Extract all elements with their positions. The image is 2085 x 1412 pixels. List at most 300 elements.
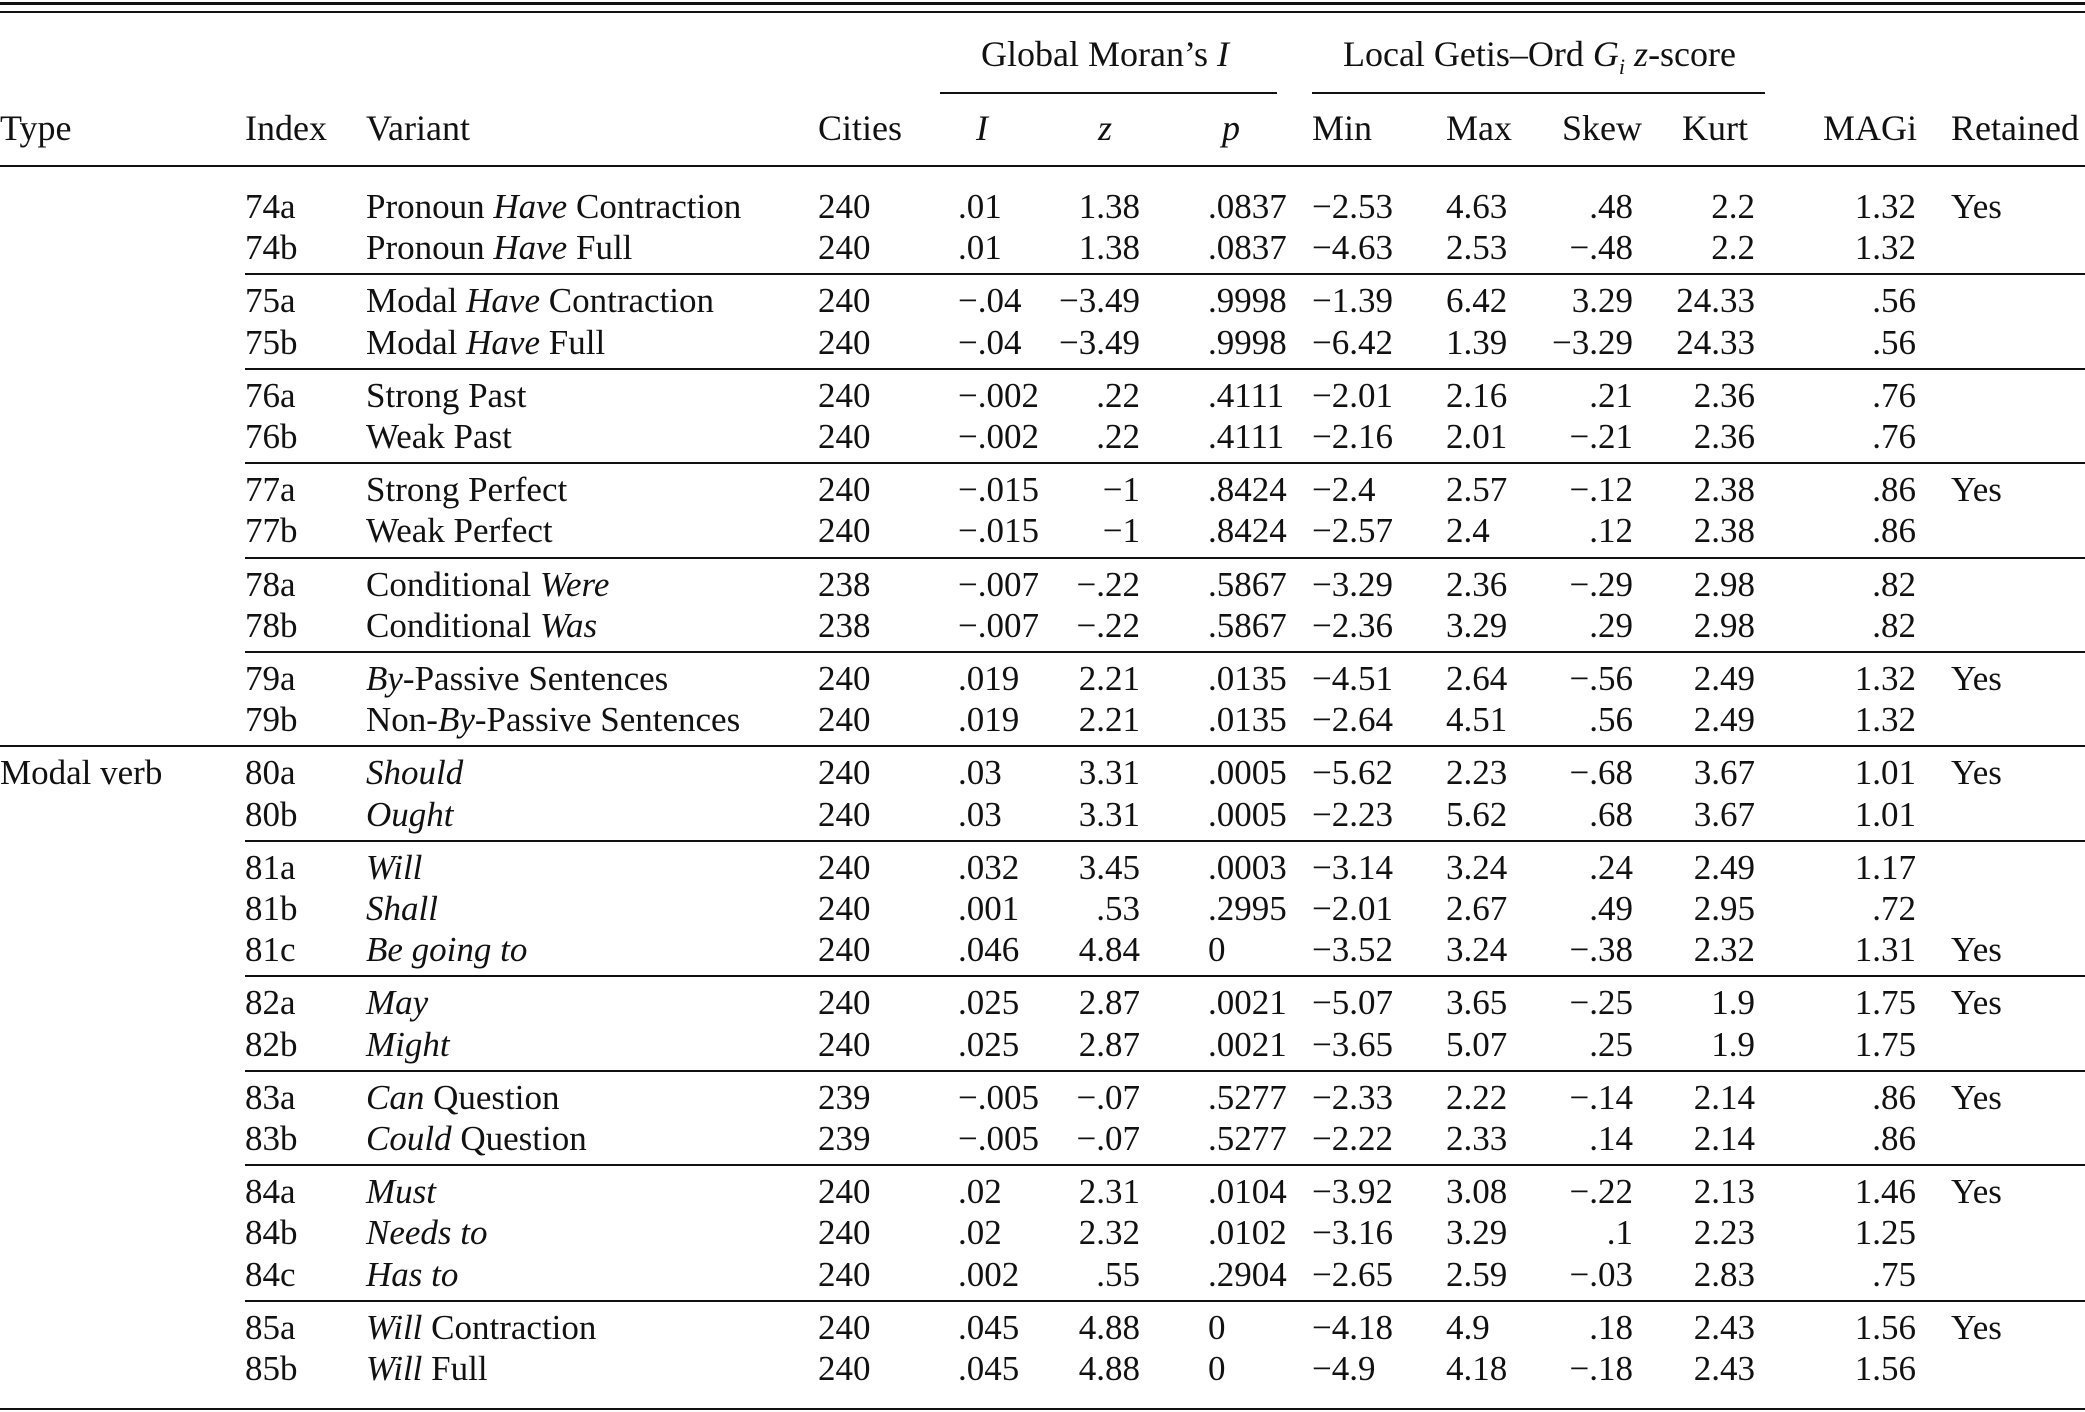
cell-skew: −.12	[1569, 470, 1633, 509]
group-separator-rule	[245, 557, 2085, 559]
cell-cities: 240	[818, 700, 871, 739]
cell-i: .02	[958, 1172, 1002, 1211]
column-header-skew: Skew	[1562, 108, 1642, 148]
cell-max: 1.39	[1446, 323, 1508, 362]
cell-min: −4.9	[1312, 1349, 1376, 1388]
cell-index: 74a	[245, 187, 296, 226]
group-separator-rule	[0, 745, 2085, 747]
cell-z: 2.32	[1078, 1213, 1140, 1252]
variant-segment: Weak Perfect	[366, 511, 553, 550]
cell-cities: 240	[818, 323, 871, 362]
cell-magi: .72	[1872, 889, 1916, 928]
cell-kurt: 2.36	[1693, 376, 1755, 415]
cell-variant	[366, 983, 806, 1023]
cell-magi: .56	[1872, 323, 1916, 362]
cell-p: .0837	[1208, 187, 1287, 226]
group-header-moran: Global Moran’s I	[981, 34, 1229, 74]
cell-type	[0, 511, 230, 551]
cell-skew: −.03	[1569, 1255, 1633, 1294]
cell-retained: Yes	[1951, 753, 2002, 792]
variant-segment: -Passive Sentences	[402, 659, 669, 698]
cell-z: −.07	[1076, 1078, 1140, 1117]
cell-kurt: 3.67	[1693, 753, 1755, 792]
cell-retained	[1951, 281, 2081, 321]
cell-retained	[1951, 323, 2081, 363]
cell-i: .03	[958, 753, 1002, 792]
variant-segment: Will	[366, 848, 423, 887]
cell-p: .0005	[1208, 795, 1287, 834]
cell-skew: −.21	[1569, 417, 1633, 456]
cell-kurt: 2.95	[1693, 889, 1755, 928]
cell-p: 0	[1208, 930, 1226, 969]
group-separator-rule	[245, 1070, 2085, 1072]
cell-skew: −3.29	[1552, 323, 1633, 362]
cell-retained	[1951, 848, 2081, 888]
group-rule-getis	[1312, 92, 1765, 94]
cell-cities: 240	[818, 228, 871, 267]
cell-i: .046	[958, 930, 1020, 969]
variant-segment: Will	[366, 1349, 423, 1388]
cell-max: 2.4	[1446, 511, 1490, 550]
cell-min: −3.29	[1312, 565, 1393, 604]
cell-variant	[366, 323, 806, 363]
cell-magi: .75	[1872, 1255, 1916, 1294]
cell-type	[0, 795, 230, 835]
cell-retained: Yes	[1951, 1078, 2002, 1117]
cell-kurt: 2.2	[1711, 187, 1755, 226]
cell-variant	[366, 417, 806, 457]
group-separator-rule	[245, 368, 2085, 370]
cell-max: 3.65	[1446, 983, 1508, 1022]
cell-cities: 240	[818, 930, 871, 969]
cell-min: −2.01	[1312, 889, 1393, 928]
cell-index: 83a	[245, 1078, 296, 1117]
cell-i: .01	[958, 187, 1002, 226]
cell-p: .5277	[1208, 1119, 1287, 1158]
cell-skew: .68	[1589, 795, 1633, 834]
cell-min: −4.18	[1312, 1308, 1393, 1347]
cell-min: −4.63	[1312, 228, 1393, 267]
cell-p: 0	[1208, 1349, 1226, 1388]
cell-max: 2.53	[1446, 228, 1508, 267]
cell-p: .2904	[1208, 1255, 1287, 1294]
cell-retained: Yes	[1951, 1172, 2002, 1211]
cell-magi: 1.56	[1854, 1349, 1916, 1388]
cell-magi: 1.32	[1854, 700, 1916, 739]
cell-variant	[366, 1078, 806, 1118]
cell-i: −.007	[958, 606, 1039, 645]
cell-variant	[366, 281, 806, 321]
cell-variant	[366, 1349, 806, 1389]
cell-skew: −.56	[1569, 659, 1633, 698]
variant-segment: Pronoun	[366, 228, 494, 267]
cell-i: .03	[958, 795, 1002, 834]
cell-max: 6.42	[1446, 281, 1508, 320]
cell-retained	[1951, 889, 2081, 929]
cell-p: .0021	[1208, 1025, 1287, 1064]
cell-index: 84a	[245, 1172, 296, 1211]
cell-cities: 240	[818, 417, 871, 456]
cell-min: −5.07	[1312, 983, 1393, 1022]
cell-z: 3.31	[1078, 753, 1140, 792]
cell-kurt: 2.98	[1693, 565, 1755, 604]
cell-type	[0, 376, 230, 416]
cell-variant	[366, 1308, 806, 1348]
variant-segment: Needs to	[366, 1213, 488, 1252]
cell-kurt: 2.49	[1693, 659, 1755, 698]
cell-kurt: 2.98	[1693, 606, 1755, 645]
cell-z: 4.84	[1078, 930, 1140, 969]
cell-cities: 240	[818, 1255, 871, 1294]
cell-skew: .24	[1589, 848, 1633, 887]
cell-index: 80a	[245, 753, 296, 792]
cell-skew: −.22	[1569, 1172, 1633, 1211]
column-header-magi: MAGi	[1823, 108, 1918, 148]
cell-skew: .29	[1589, 606, 1633, 645]
cell-p: .0104	[1208, 1172, 1287, 1211]
cell-type	[0, 187, 230, 227]
cell-variant	[366, 228, 806, 268]
cell-z: −3.49	[1059, 281, 1140, 320]
cell-i: −.002	[958, 376, 1039, 415]
cell-max: 5.62	[1446, 795, 1508, 834]
header-bottom-rule	[0, 165, 2085, 167]
cell-skew: −.25	[1569, 983, 1633, 1022]
cell-min: −4.51	[1312, 659, 1393, 698]
cell-cities: 240	[818, 848, 871, 887]
cell-max: 3.29	[1446, 606, 1508, 645]
variant-segment: Full	[540, 323, 606, 362]
variant-segment: Have	[493, 187, 568, 226]
cell-kurt: 2.14	[1693, 1078, 1755, 1117]
cell-z: 2.87	[1078, 983, 1140, 1022]
cell-type	[0, 1213, 230, 1253]
cell-i: −.04	[958, 323, 1022, 362]
cell-type	[0, 228, 230, 268]
cell-index: 81b	[245, 889, 298, 928]
cell-i: .025	[958, 983, 1020, 1022]
variant-segment: Contraction	[567, 187, 742, 226]
cell-p: .0021	[1208, 983, 1287, 1022]
cell-max: 2.36	[1446, 565, 1508, 604]
cell-kurt: 2.49	[1693, 700, 1755, 739]
cell-kurt: 2.43	[1693, 1308, 1755, 1347]
cell-retained: Yes	[1951, 470, 2002, 509]
variant-segment: By	[437, 700, 475, 739]
cell-retained	[1951, 1213, 2081, 1253]
cell-min: −3.52	[1312, 930, 1393, 969]
cell-p: .0005	[1208, 753, 1287, 792]
cell-min: −2.22	[1312, 1119, 1393, 1158]
cell-magi: 1.46	[1854, 1172, 1916, 1211]
variant-segment: Full	[567, 228, 633, 267]
variant-segment: Should	[366, 753, 464, 792]
cell-p: .5277	[1208, 1078, 1287, 1117]
cell-cities: 238	[818, 606, 871, 645]
cell-type	[0, 848, 230, 888]
group-separator-rule	[245, 1300, 2085, 1302]
cell-kurt: 24.33	[1676, 281, 1755, 320]
cell-max: 2.22	[1446, 1078, 1508, 1117]
variant-segment: Have	[466, 323, 540, 362]
cell-z: 3.31	[1078, 795, 1140, 834]
variant-segment: -Passive Sentences	[474, 700, 741, 739]
cell-kurt: 2.49	[1693, 848, 1755, 887]
variant-segment: May	[366, 983, 429, 1022]
variant-segment: Can	[366, 1078, 425, 1117]
cell-cities: 238	[818, 565, 871, 604]
cell-variant	[366, 1119, 806, 1159]
cell-max: 2.33	[1446, 1119, 1508, 1158]
variant-segment: Might	[366, 1025, 450, 1064]
group-header-getis: Local Getis–Ord $G_i$ z-score	[1342, 34, 1737, 80]
cell-i: −.005	[958, 1078, 1039, 1117]
cell-magi: .86	[1872, 1078, 1916, 1117]
top-rule-inner	[0, 11, 2085, 13]
cell-type	[0, 700, 230, 740]
group-separator-rule	[245, 975, 2085, 977]
cell-z: .55	[1096, 1255, 1140, 1294]
cell-p: .4111	[1208, 376, 1285, 415]
cell-min: −2.4	[1312, 470, 1376, 509]
cell-i: .045	[958, 1349, 1020, 1388]
cell-skew: −.29	[1569, 565, 1633, 604]
cell-max: 3.08	[1446, 1172, 1508, 1211]
cell-skew: .1	[1606, 1213, 1633, 1252]
cell-skew: −.68	[1569, 753, 1633, 792]
cell-p: .0135	[1208, 659, 1287, 698]
cell-max: 2.23	[1446, 753, 1508, 792]
variant-segment: Conditional	[366, 565, 541, 604]
cell-cities: 240	[818, 659, 871, 698]
column-header-p: p	[1222, 108, 1240, 148]
cell-z: −1	[1102, 511, 1140, 550]
variant-segment: Ought	[366, 795, 454, 834]
cell-z: −1	[1102, 470, 1140, 509]
cell-z: −.07	[1076, 1119, 1140, 1158]
cell-type	[0, 1119, 230, 1159]
cell-magi: 1.01	[1854, 795, 1916, 834]
cell-retained	[1951, 228, 2081, 268]
cell-cities: 240	[818, 1308, 871, 1347]
cell-magi: 1.32	[1854, 228, 1916, 267]
cell-skew: 3.29	[1571, 281, 1633, 320]
cell-i: −.04	[958, 281, 1022, 320]
cell-index: 74b	[245, 228, 298, 267]
cell-min: −2.33	[1312, 1078, 1393, 1117]
cell-p: 0	[1208, 1308, 1226, 1347]
cell-cities: 240	[818, 187, 871, 226]
cell-index: 76b	[245, 417, 298, 456]
cell-z: 2.21	[1078, 700, 1140, 739]
cell-type	[0, 323, 230, 363]
cell-retained	[1951, 606, 2081, 646]
cell-type	[0, 1349, 230, 1389]
cell-cities: 240	[818, 511, 871, 550]
cell-magi: 1.56	[1854, 1308, 1916, 1347]
variant-segment: By	[366, 659, 403, 698]
cell-kurt: 2.14	[1693, 1119, 1755, 1158]
cell-index: 79b	[245, 700, 298, 739]
cell-variant	[366, 1255, 806, 1295]
cell-max: 3.24	[1446, 930, 1508, 969]
cell-min: −2.53	[1312, 187, 1393, 226]
cell-kurt: 2.36	[1693, 417, 1755, 456]
variant-segment: Have	[466, 281, 540, 320]
cell-z: .53	[1096, 889, 1140, 928]
cell-min: −6.42	[1312, 323, 1393, 362]
cell-min: −2.16	[1312, 417, 1393, 456]
cell-min: −2.01	[1312, 376, 1393, 415]
cell-kurt: 2.13	[1693, 1172, 1755, 1211]
cell-min: −2.36	[1312, 606, 1393, 645]
cell-i: −.007	[958, 565, 1039, 604]
cell-skew: .18	[1589, 1308, 1633, 1347]
cell-index: 85b	[245, 1349, 298, 1388]
cell-type: Modal verb	[0, 753, 163, 792]
cell-cities: 240	[818, 1025, 871, 1064]
cell-index: 81c	[245, 930, 296, 969]
cell-retained: Yes	[1951, 983, 2002, 1022]
cell-magi: .56	[1872, 281, 1916, 320]
cell-skew: .14	[1589, 1119, 1633, 1158]
cell-kurt: 24.33	[1676, 323, 1755, 362]
cell-z: 2.87	[1078, 1025, 1140, 1064]
cell-magi: 1.32	[1854, 187, 1916, 226]
cell-p: .5867	[1208, 565, 1287, 604]
cell-z: −3.49	[1059, 323, 1140, 362]
cell-index: 77a	[245, 470, 296, 509]
cell-retained	[1951, 795, 2081, 835]
cell-magi: .76	[1872, 417, 1916, 456]
cell-max: 2.59	[1446, 1255, 1508, 1294]
cell-p: .5867	[1208, 606, 1287, 645]
cell-magi: 1.32	[1854, 659, 1916, 698]
cell-variant	[366, 659, 806, 699]
cell-variant	[366, 700, 806, 740]
cell-variant	[366, 1213, 806, 1253]
cell-skew: −.38	[1569, 930, 1633, 969]
variant-segment: Weak Past	[366, 417, 512, 456]
cell-retained	[1951, 1349, 2081, 1389]
cell-z: .22	[1096, 376, 1140, 415]
cell-min: −2.65	[1312, 1255, 1393, 1294]
variant-segment: Question	[451, 1119, 587, 1158]
column-header-index: Index	[245, 108, 327, 148]
cell-i: .019	[958, 659, 1020, 698]
cell-magi: 1.75	[1854, 1025, 1916, 1064]
cell-z: .22	[1096, 417, 1140, 456]
cell-i: −.005	[958, 1119, 1039, 1158]
cell-type	[0, 930, 230, 970]
top-rule-outer	[0, 2, 2085, 5]
cell-type	[0, 983, 230, 1023]
group-separator-rule	[245, 273, 2085, 275]
cell-kurt: 1.9	[1711, 983, 1755, 1022]
cell-cities: 240	[818, 889, 871, 928]
cell-min: −3.14	[1312, 848, 1393, 887]
cell-i: .02	[958, 1213, 1002, 1252]
cell-min: −2.57	[1312, 511, 1393, 550]
column-header-z: z	[1098, 108, 1113, 148]
cell-magi: .86	[1872, 1119, 1916, 1158]
variant-segment: Shall	[366, 889, 438, 928]
cell-max: 5.07	[1446, 1025, 1508, 1064]
cell-cities: 240	[818, 983, 871, 1022]
cell-magi: .82	[1872, 565, 1916, 604]
cell-index: 77b	[245, 511, 298, 550]
cell-variant	[366, 753, 806, 793]
cell-retained	[1951, 1025, 2081, 1065]
column-header-max: Max	[1446, 108, 1512, 148]
cell-magi: 1.01	[1854, 753, 1916, 792]
cell-skew: .25	[1589, 1025, 1633, 1064]
cell-magi: .86	[1872, 470, 1916, 509]
cell-cities: 240	[818, 1172, 871, 1211]
cell-z: 1.38	[1078, 228, 1140, 267]
variant-segment: Strong Past	[366, 376, 527, 415]
cell-p: .0135	[1208, 700, 1287, 739]
cell-index: 75a	[245, 281, 296, 320]
cell-index: 82b	[245, 1025, 298, 1064]
cell-skew: −.14	[1569, 1078, 1633, 1117]
cell-variant	[366, 565, 806, 605]
cell-retained: Yes	[1951, 1308, 2002, 1347]
variant-segment: Were	[540, 565, 610, 604]
cell-i: .002	[958, 1255, 1020, 1294]
cell-i: .032	[958, 848, 1020, 887]
cell-max: 3.24	[1446, 848, 1508, 887]
cell-retained	[1951, 565, 2081, 605]
cell-kurt: 2.2	[1711, 228, 1755, 267]
cell-type	[0, 889, 230, 929]
cell-z: 4.88	[1078, 1349, 1140, 1388]
cell-z: 3.45	[1078, 848, 1140, 887]
cell-kurt: 1.9	[1711, 1025, 1755, 1064]
cell-z: −.22	[1076, 565, 1140, 604]
cell-p: .2995	[1208, 889, 1287, 928]
cell-variant	[366, 606, 806, 646]
variant-segment: Have	[493, 228, 568, 267]
cell-i: .045	[958, 1308, 1020, 1347]
cell-type	[0, 417, 230, 457]
cell-min: −1.39	[1312, 281, 1393, 320]
cell-max: 2.64	[1446, 659, 1508, 698]
cell-retained	[1951, 1255, 2081, 1295]
cell-magi: 1.31	[1854, 930, 1916, 969]
cell-cities: 240	[818, 376, 871, 415]
cell-cities: 240	[818, 753, 871, 792]
cell-i: −.015	[958, 511, 1039, 550]
cell-variant	[366, 511, 806, 551]
cell-magi: .82	[1872, 606, 1916, 645]
cell-type	[0, 606, 230, 646]
cell-z: 1.38	[1078, 187, 1140, 226]
cell-max: 4.63	[1446, 187, 1508, 226]
table-bottom-rule	[0, 1408, 2085, 1410]
variant-segment: Could	[366, 1119, 452, 1158]
cell-min: −2.23	[1312, 795, 1393, 834]
variant-segment: Modal	[366, 281, 467, 320]
cell-cities: 240	[818, 1213, 871, 1252]
cell-kurt: 2.38	[1693, 511, 1755, 550]
cell-max: 2.01	[1446, 417, 1508, 456]
cell-index: 75b	[245, 323, 298, 362]
cell-p: .8424	[1208, 470, 1287, 509]
cell-max: 4.9	[1446, 1308, 1490, 1347]
variant-segment: Must	[366, 1172, 436, 1211]
column-header-retained: Retained	[1951, 108, 2079, 148]
